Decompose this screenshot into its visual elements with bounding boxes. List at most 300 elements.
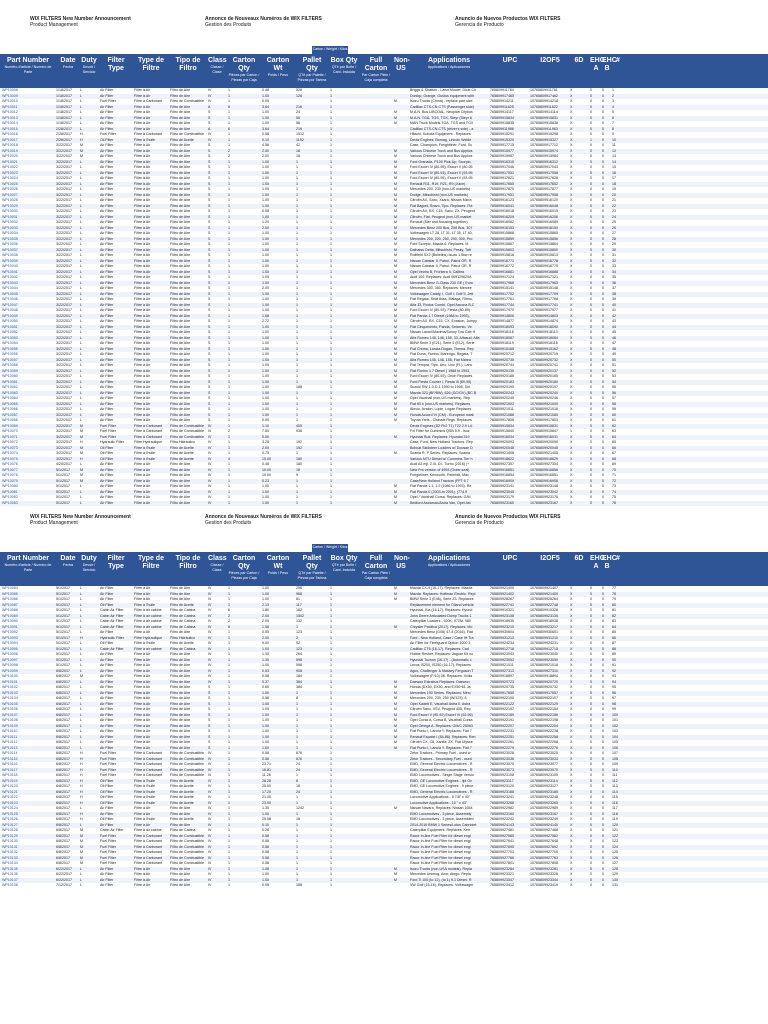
cell-carton-wt: 3.64: [262, 126, 269, 131]
cell-pallet-qty: 1512: [296, 132, 304, 136]
cell-box-qty: 1: [330, 198, 332, 202]
column-header-ehc-b: [602, 57, 617, 73]
cell-ehc-b: 0: [602, 401, 604, 406]
cell-tipo-de-filtro: Filtro de Aire: [170, 734, 191, 739]
cell-6d: X: [570, 844, 573, 849]
cell-class: S: [208, 253, 211, 257]
cell-class: IV: [208, 440, 212, 444]
cell-ehc-b: 0: [602, 795, 604, 799]
cell-pallet-qty: 1: [296, 214, 298, 219]
cell-ehc-a: 0: [590, 489, 592, 494]
cell-non-us: M: [394, 696, 397, 700]
cell-class: A: [208, 104, 211, 109]
cell-box-qty: 1: [330, 729, 332, 733]
cell-carton-qty: 1: [228, 93, 230, 98]
cell-filter-type: Air Filter: [100, 154, 114, 158]
cell-upc: 765809927766: [490, 855, 514, 860]
cell-applications: Racor In-line Fuel Filter for diesel engi: [410, 833, 471, 838]
cell-date: 2/28/2017: [56, 126, 72, 131]
cell-carton-wt: 1.00: [262, 495, 269, 499]
cell-ehc-b: 0: [602, 390, 604, 395]
cell-filter-type: Cabin Air Filter: [100, 619, 124, 623]
cell-part-number: WP10090: [2, 619, 18, 623]
cell-box-qty: 1: [330, 668, 332, 673]
cell-ehc-a: 0: [590, 451, 592, 455]
cell-filter-type: Fuel Filter: [100, 850, 116, 854]
cell-box-qty: 1: [330, 866, 332, 871]
header-fr-sub: Gestion des Produits: [205, 520, 252, 526]
cell-pallet-qty: 1: [296, 822, 298, 827]
cell-box-qty: 1: [330, 363, 332, 367]
cell-i2of5: 10765809917803: [530, 418, 558, 422]
cell-row-number: 2: [612, 93, 614, 98]
cell-applications: Renault Espace I (84-88). Replaces: Ren: [410, 734, 476, 739]
cell-duty: L: [80, 159, 82, 164]
cell-pallet-qty: 1: [296, 500, 298, 505]
cell-duty: L: [80, 822, 82, 827]
column-header-sub: Applications / Aplicaciones: [427, 563, 471, 567]
cell-date: 5/1/2017: [56, 602, 70, 607]
cell-pallet-qty: 24: [296, 767, 300, 772]
cell-upc: 765809923268: [490, 800, 514, 805]
cell-ehc-a: 0: [590, 822, 592, 827]
cell-tipo-de-filtro: Filtro de Aire: [170, 630, 191, 634]
cell-row-number: 39: [612, 297, 616, 301]
cell-filter-type: Cabin Air Filter: [100, 613, 124, 618]
cell-box-qty: 1: [330, 121, 332, 125]
cell-i2of5: 10765809918084: [530, 335, 558, 340]
cell-class: S: [208, 330, 211, 334]
column-header-bar: [0, 545, 768, 586]
cell-applications: Nissan Cabstar II, Patrol, Patrol GR. R: [410, 258, 472, 263]
cell-carton-qty: 1: [228, 346, 230, 351]
cell-6d: X: [570, 341, 573, 345]
cell-carton-wt: 0.58: [262, 844, 269, 849]
cell-pallet-qty: 968: [296, 591, 302, 596]
cell-carton-qty: 1: [228, 247, 230, 252]
cell-box-qty: 1: [330, 385, 332, 389]
cell-tipo-de-filtro: Filtro de Aire: [170, 652, 191, 656]
cell-date: 3/22/2017: [56, 253, 72, 257]
cell-upc: 765809917124: [490, 275, 514, 279]
cell-date: 6/8/2017: [56, 855, 70, 860]
cell-type-de-filtre: Filtre à Air: [134, 220, 151, 224]
cell-upc: 765809922261: [490, 740, 514, 744]
cell-date: 3/22/2017: [56, 291, 72, 296]
cell-non-us: M: [394, 148, 397, 153]
cell-part-number: WP10109: [2, 723, 18, 728]
cell-row-number: 54: [612, 379, 616, 384]
cell-carton-wt: 1.00: [262, 187, 269, 191]
cell-class: IV: [208, 844, 212, 849]
cell-ehc-a: 0: [590, 773, 592, 777]
cell-ehc-b: 0: [602, 242, 604, 246]
cell-carton-wt: 0.58: [262, 839, 269, 843]
cell-upc: 765809931213: [490, 635, 514, 640]
cell-carton-qty: 1: [228, 701, 230, 706]
cell-applications: Ford Ti 100 (to 12), (to 1) 9.1 Diesel. R: [410, 877, 472, 882]
cell-ehc-b: 0: [602, 429, 604, 433]
cell-carton-wt: 1.30: [262, 652, 269, 656]
cell-row-number: 47: [612, 341, 616, 345]
cell-class: IV: [208, 839, 212, 843]
cell-type-de-filtre: Filtre à Air: [134, 264, 151, 268]
cell-date: 6/8/2017: [56, 679, 70, 684]
cell-part-number: WP10008: [2, 88, 18, 92]
cell-tipo-de-filtro: Filtro de Combustible: [170, 434, 204, 439]
cell-upc: 765809915816: [490, 253, 514, 257]
column-header-main: EHC B: [602, 57, 617, 72]
cell-tipo-de-filtro: Filtro de Aire: [170, 203, 191, 208]
cell-non-us: M: [394, 203, 397, 208]
cell-filter-type: Air Filter: [100, 93, 114, 98]
cell-i2of5: 10765809915327: [530, 137, 558, 142]
cell-box-qty: 1: [330, 855, 332, 860]
cell-duty: M: [80, 861, 83, 865]
cell-carton-wt: 15.00: [262, 456, 271, 461]
cell-pallet-qty: 1: [296, 313, 298, 318]
cell-duty: L: [80, 275, 82, 279]
cell-tipo-de-filtro: Filtro de Aire: [170, 88, 191, 92]
cell-upc: 765809923412: [490, 883, 514, 887]
cell-upc: 765809923242: [490, 817, 514, 821]
cell-non-us: M: [394, 368, 397, 373]
cell-date: 6/8/2017: [56, 795, 70, 799]
cell-tipo-de-filtro: Filtro de Aire: [170, 121, 191, 125]
cell-date: 1/18/2017: [56, 88, 72, 92]
cell-carton-wt: 1.00: [262, 165, 269, 169]
cell-upc: 765809918939: [490, 619, 514, 623]
cell-type-de-filtre: Filtre à l'huile: [134, 800, 156, 805]
cell-non-us: M: [394, 379, 397, 384]
cell-upc: 765809917655: [490, 181, 514, 186]
cell-box-qty: 1: [330, 635, 332, 640]
cell-ehc-b: 0: [602, 335, 604, 340]
cell-filter-type: Air Filter: [100, 198, 114, 202]
cell-applications: EMD Locomotives - Single Stage Versio: [410, 773, 474, 777]
cell-6d: X: [570, 176, 573, 180]
cell-carton-wt: 1.00: [262, 718, 269, 722]
cell-type-de-filtre: Filtre à Carburant: [134, 855, 162, 860]
column-header-main: Full Carton: [364, 57, 388, 72]
cell-date: 3/22/2017: [56, 434, 72, 439]
cell-filter-type: Air Filter: [100, 734, 114, 739]
cell-carton-qty: 1: [228, 478, 230, 483]
cell-row-number: 94: [612, 679, 616, 684]
cell-box-qty: 1: [330, 822, 332, 827]
cell-ehc-a: 0: [590, 729, 592, 733]
cell-6d: X: [570, 800, 573, 805]
cell-pallet-qty: 1: [296, 734, 298, 739]
cell-carton-wt: 1.00: [262, 745, 269, 750]
cell-ehc-a: 0: [590, 242, 592, 246]
cell-tipo-de-filtro: Filtro de Aceite: [170, 778, 194, 783]
cell-row-number: 46: [612, 335, 616, 340]
cell-ehc-a: 0: [590, 756, 592, 761]
column-header-main: I2OF5: [540, 555, 560, 562]
cell-duty: L: [80, 701, 82, 706]
cell-filter-type: Air Filter: [100, 121, 114, 125]
cell-carton-wt: 1.00: [262, 93, 269, 98]
cell-6d: X: [570, 93, 573, 98]
cell-part-number: WP10076: [2, 462, 18, 466]
cell-ehc-a: 0: [590, 429, 592, 433]
cell-pallet-qty: 1: [296, 187, 298, 191]
cell-upc: 765809920249: [490, 396, 514, 400]
cell-ehc-b: 0: [602, 209, 604, 213]
cell-date: 3/22/2017: [56, 352, 72, 356]
cell-date: 6/8/2017: [56, 718, 70, 722]
cell-ehc-b: 0: [602, 784, 604, 788]
cell-ehc-b: 0: [602, 685, 604, 689]
cell-6d: X: [570, 795, 573, 799]
cell-pallet-qty: 1: [296, 264, 298, 268]
cell-upc: 765809916851: [490, 467, 514, 472]
cell-carton-qty: 1: [228, 88, 230, 92]
cell-type-de-filtre: Filtre à Air: [134, 231, 151, 235]
cell-carton-qty: 1: [228, 811, 230, 816]
cell-duty: L: [80, 187, 82, 191]
cell-duty: M: [80, 445, 83, 450]
cell-carton-wt: 1.00: [262, 214, 269, 219]
cell-carton-wt: 1.00: [262, 269, 269, 274]
cell-tipo-de-filtro: Filtro de Aire: [170, 357, 191, 362]
cell-upc: 765809915320: [490, 137, 514, 142]
header-spanish: [455, 16, 560, 28]
cell-i2of5: 10765809920045: [530, 445, 558, 450]
cell-tipo-de-filtro: Filtro de Aire: [170, 330, 191, 334]
cell-pallet-qty: 1: [296, 242, 298, 246]
cell-carton-qty: 2: [228, 619, 230, 623]
cell-class: IV: [208, 674, 212, 678]
cell-applications: Ford Escort V (90-92) Escort VI (92-95): [410, 712, 473, 717]
cell-box-qty: 1: [330, 214, 332, 219]
cell-6d: X: [570, 280, 573, 285]
column-header-main: EHC B: [602, 555, 617, 570]
cell-carton-qty: 1: [228, 663, 230, 667]
cell-applications: Mercedes Unimog, Axor, Atego. Repla: [410, 872, 471, 876]
cell-type-de-filtre: Filtre à Air: [134, 489, 151, 494]
cell-duty: L: [80, 291, 82, 296]
cell-ehc-a: 0: [590, 154, 592, 158]
cell-duty: L: [80, 407, 82, 411]
cell-part-number: WP10078: [2, 473, 18, 477]
cell-filter-type: Hydraulic Filter: [100, 635, 124, 640]
cell-duty: L: [80, 286, 82, 290]
cell-upc: 765809917761: [490, 297, 514, 301]
cell-date: 6/8/2017: [56, 690, 70, 695]
cell-carton-wt: 1.00: [262, 500, 269, 505]
cell-part-number: WP10048: [2, 308, 18, 312]
cell-upc: 765809917744: [490, 302, 514, 307]
cell-ehc-b: 0: [602, 302, 604, 307]
cell-pallet-qty: 1: [296, 231, 298, 235]
cell-date: 3/22/2017: [56, 418, 72, 422]
cell-duty: H: [80, 778, 83, 783]
cell-class: S: [208, 181, 211, 186]
cell-applications: Audi A3 mjl. 2.0L D.I. Turbo (2016) (+: [410, 462, 470, 466]
cell-6d: X: [570, 253, 573, 257]
cell-date: 5/1/2017: [56, 652, 70, 656]
column-header-main: Full Carton: [364, 555, 388, 570]
cell-6d: X: [570, 110, 573, 114]
cell-i2of5: 10765809922204: [530, 723, 558, 728]
cell-date: 6/8/2017: [56, 701, 70, 706]
cell-ehc-b: 0: [602, 652, 604, 656]
cell-applications: Fiat Punto I, Lancia Y. Replaces: Fiat 7: [410, 745, 472, 750]
cell-duty: M: [80, 434, 83, 439]
cell-upc: 765809923241: [490, 795, 514, 799]
cell-non-us: M: [394, 286, 397, 290]
header-french: [205, 16, 322, 28]
cell-carton-wt: 1.00: [262, 170, 269, 175]
cell-ehc-a: 0: [590, 602, 592, 607]
cell-box-qty: 1: [330, 762, 332, 766]
cell-filter-type: Oil Filter: [100, 137, 114, 142]
cell-ehc-b: 0: [602, 198, 604, 202]
cell-upc: 765809923036: [490, 756, 514, 761]
cell-applications: Locomotive Applications - 10 " x 43": [410, 800, 468, 805]
cell-carton-qty: 1: [228, 198, 230, 202]
cell-row-number: 20: [612, 192, 616, 197]
cell-part-number: WP10065: [2, 401, 18, 406]
cell-6d: X: [570, 822, 573, 827]
cell-tipo-de-filtro: Filtro de Aire: [170, 170, 191, 175]
cell-row-number: 17: [612, 176, 616, 180]
cell-duty: L: [80, 696, 82, 700]
cell-upc: 765809920130: [490, 368, 514, 373]
cell-box-qty: 1: [330, 423, 332, 428]
page-header: [0, 14, 768, 38]
cell-date: 6/8/2017: [56, 734, 70, 739]
cell-type-de-filtre: Filtre à Carburant: [134, 773, 162, 777]
cell-tipo-de-filtro: Filtro de Aceite: [170, 137, 194, 142]
cell-part-number: WP10049: [2, 313, 18, 318]
cell-duty: L: [80, 877, 82, 882]
cell-part-number: WP10127: [2, 822, 18, 827]
cell-ehc-b: 0: [602, 407, 604, 411]
cell-class: S: [208, 170, 211, 175]
cell-carton-wt: 17.20: [262, 789, 271, 794]
cell-part-number: WP10074: [2, 451, 18, 455]
cell-type-de-filtre: Filtre à Air: [134, 385, 151, 389]
cell-type-de-filtre: Filtre à Air: [134, 319, 151, 323]
cell-box-qty: 1: [330, 712, 332, 717]
cell-pallet-qty: 1: [296, 330, 298, 334]
cell-6d: X: [570, 652, 573, 656]
cell-date: 6/8/2017: [56, 685, 70, 689]
cell-ehc-a: 0: [590, 236, 592, 241]
cell-carton-wt: 0.00: [262, 434, 269, 439]
cell-carton-qty: 1: [228, 674, 230, 678]
cell-part-number: WP10070: [2, 429, 18, 433]
cell-tipo-de-filtro: Filtro de Aire: [170, 335, 191, 340]
cell-filter-type: Air Filter: [100, 591, 114, 596]
cell-row-number: 128: [612, 866, 618, 871]
cell-tipo-de-filtro: Filtro de Combustible: [170, 855, 204, 860]
cell-carton-qty: 1: [228, 723, 230, 728]
cell-date: 3/22/2017: [56, 209, 72, 213]
cell-upc: 765809917046: [490, 165, 514, 169]
cell-box-qty: 1: [330, 126, 332, 131]
cell-upc: 765809924143: [490, 822, 514, 827]
cell-non-us: M: [394, 269, 397, 274]
cell-filter-type: Cabin Air Filter: [100, 646, 124, 651]
cell-applications: Audi 100. Replaces: Audi 069129620A: [410, 275, 472, 279]
cell-ehc-a: 0: [590, 143, 592, 147]
cell-carton-qty: 1: [228, 203, 230, 208]
cell-upc: 765809916854: [490, 473, 514, 477]
cell-class: IV: [208, 861, 212, 865]
cell-filter-type: Fuel Filter: [100, 861, 116, 865]
cell-box-qty: 1: [330, 335, 332, 340]
cell-ehc-b: 0: [602, 324, 604, 329]
cell-box-qty: 1: [330, 641, 332, 645]
cell-upc: 765809923120: [490, 784, 514, 788]
cell-carton-qty: 1: [228, 602, 230, 607]
cell-6d: X: [570, 707, 573, 711]
cell-filter-type: Air Filter: [100, 203, 114, 208]
cell-row-number: 28: [612, 236, 616, 241]
cell-ehc-a: 0: [590, 685, 592, 689]
cell-ehc-b: 0: [602, 253, 604, 257]
cell-ehc-b: 0: [602, 657, 604, 662]
cell-ehc-b: 0: [602, 137, 604, 142]
cell-type-de-filtre: Filtre à Air: [134, 275, 151, 279]
cell-6d: X: [570, 165, 573, 169]
cell-box-qty: 1: [330, 236, 332, 241]
cell-date: 3/22/2017: [56, 159, 72, 164]
header-fr-title: Annonce de Nouveaux Numéros de WIX FILTERS: [205, 16, 322, 22]
cell-upc: 765809920735: [490, 357, 514, 362]
cell-type-de-filtre: Filtre à Air: [134, 110, 151, 114]
cell-ehc-a: 0: [590, 385, 592, 389]
cell-date: 3/22/2017: [56, 220, 72, 224]
cell-date: 5/1/2017: [56, 613, 70, 618]
cell-duty: L: [80, 374, 82, 378]
column-header-sub: Numéro d'article / Numero de Parte: [4, 563, 52, 572]
cell-applications: Ford Scorpio, Mazda 6. Replaces: M: [410, 242, 469, 246]
cell-part-number: WP10097: [2, 657, 18, 662]
cell-row-number: 53: [612, 374, 616, 378]
cell-part-number: WP10121: [2, 789, 18, 794]
cell-applications: Agco, Challenger & Massey Ferguson T: [410, 668, 474, 673]
cell-upc: 765809910321: [490, 608, 514, 612]
cell-part-number: WP10050: [2, 319, 18, 323]
cell-carton-qty: 1: [228, 324, 230, 329]
cell-ehc-a: 0: [590, 357, 592, 362]
cell-6d: X: [570, 203, 573, 208]
cell-tipo-de-filtro: Filtro de Aire: [170, 418, 191, 422]
cell-filter-type: Air Filter: [100, 696, 114, 700]
cell-filter-type: Air Filter: [100, 192, 114, 197]
column-header-sub: Classe / Clase: [210, 65, 224, 74]
cell-filter-type: Fuel Filter: [100, 429, 116, 433]
cell-carton-wt: 3.28: [262, 440, 269, 444]
cell-upc: 765809917702: [490, 291, 514, 296]
cell-ehc-b: 0: [602, 718, 604, 722]
cell-box-qty: 1: [330, 591, 332, 596]
cell-box-qty: 1: [330, 401, 332, 406]
cell-tipo-de-filtro: Filtro de Aire: [170, 341, 191, 345]
cell-row-number: 96: [612, 690, 616, 695]
cell-tipo-de-filtro: Filtro de Aceite: [170, 451, 194, 455]
cell-box-qty: 1: [330, 429, 332, 433]
cell-date: 3/22/2017: [56, 385, 72, 389]
cell-filter-type: Oil Filter: [100, 778, 114, 783]
cell-6d: X: [570, 390, 573, 395]
cell-box-qty: 1: [330, 137, 332, 142]
